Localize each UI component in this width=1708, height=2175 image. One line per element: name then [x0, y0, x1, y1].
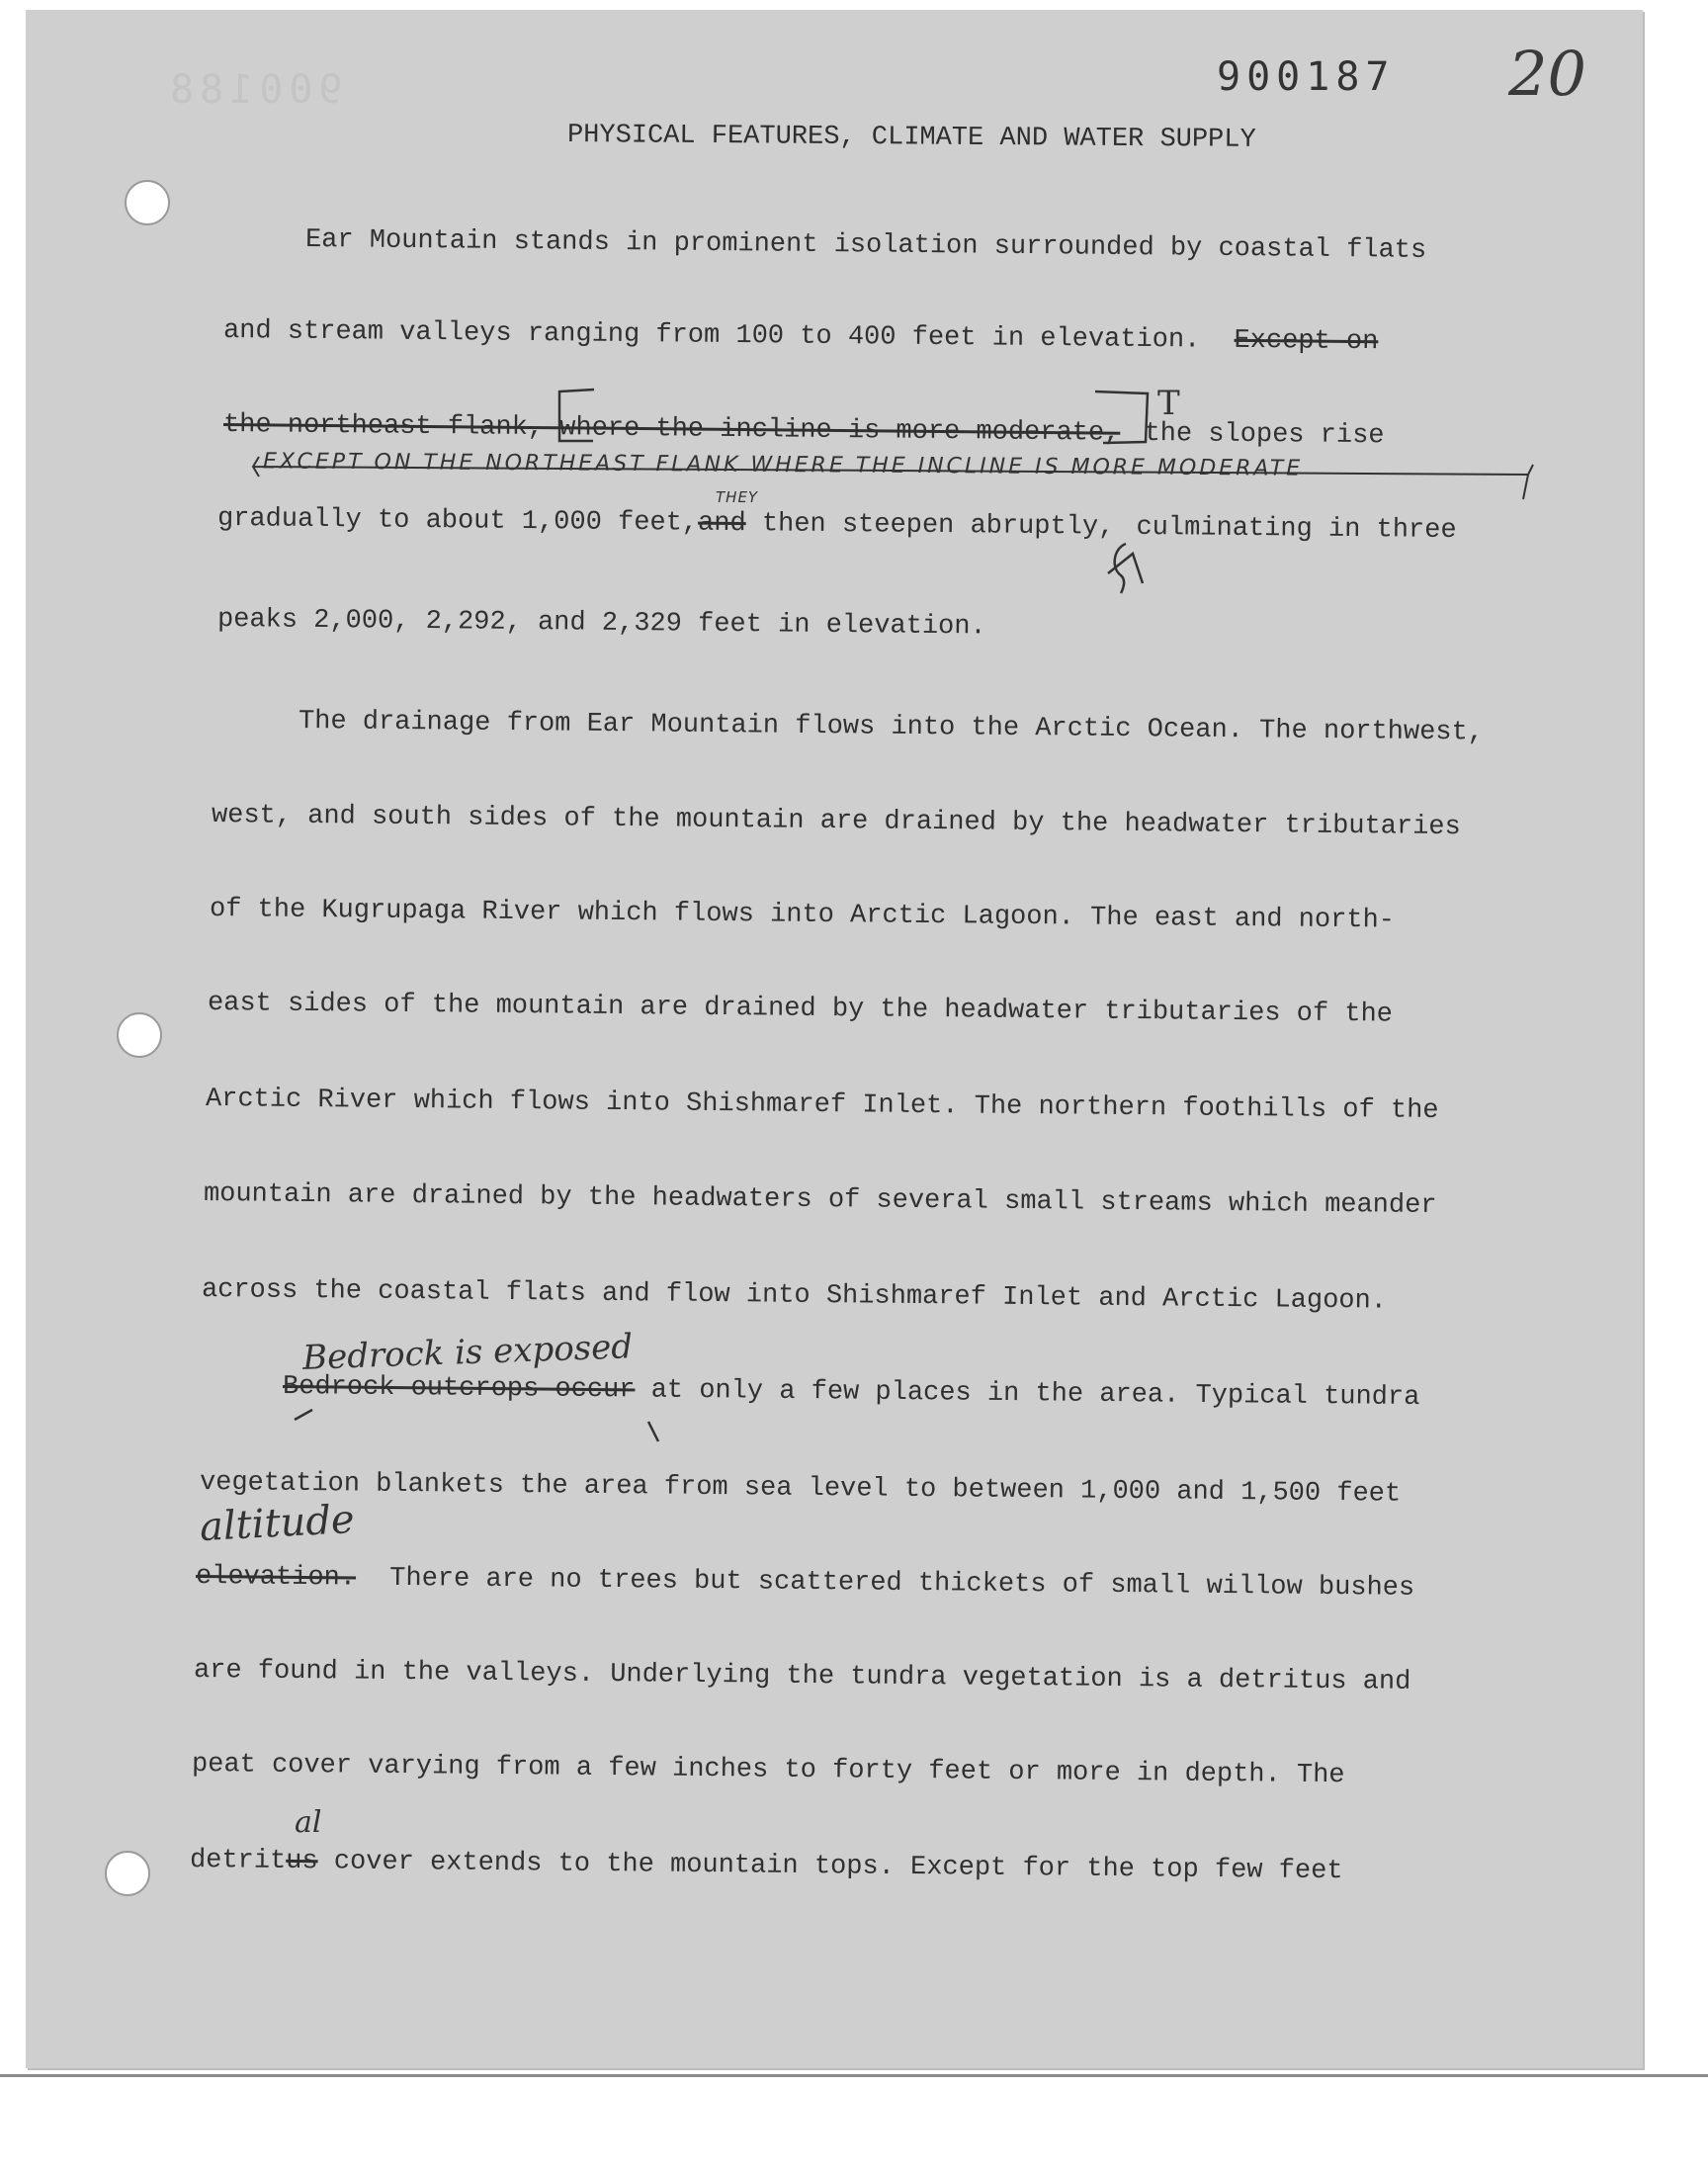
p2-line-7: across the coastal flats and flow into Shishmaref Inlet and Arctic Lagoon. — [201, 1275, 1388, 1317]
p1-line-4-part3: culminating in three — [1136, 512, 1457, 547]
p3-insert-al: al — [295, 1805, 322, 1840]
p1-line-3-struck: the northeast flank, where the incline is more moderate, — [222, 410, 1121, 449]
p1-line-4-part1: gradually to about 1,000 feet, — [216, 504, 699, 539]
p1-line-2-struck: Except on — [1234, 325, 1379, 358]
p2-line-5: Arctic River which flows into Shishmaref Inlet. The northern foothills of the — [205, 1085, 1439, 1126]
p3-line-1-struck: Bedrock outcrops occur — [282, 1372, 636, 1406]
document-number: 900187 — [1217, 54, 1396, 100]
p2-line-6: mountain are drained by the headwaters of several small streams which meander — [203, 1179, 1437, 1221]
p3-line-3-struck: elevation. — [195, 1562, 357, 1594]
p1-line-4-struck: and — [697, 508, 746, 540]
p1-line-3-text: the slopes rise — [1144, 418, 1385, 452]
p1-line-2-text: and stream valleys ranging from 100 to 400 feet in elevation. — [222, 316, 1201, 356]
p3-line-3-text: There are no trees but scattered thickets of small willow bushes — [389, 1563, 1415, 1604]
handwritten-page-number: 20 — [1508, 38, 1586, 110]
p3-line-4: are found in the valleys. Underlying the tundra vegetation is a detritus and — [193, 1656, 1411, 1697]
p3-insert-note: Bedrock is exposed — [301, 1327, 634, 1378]
p2-line-2: west, and south sides of the mountain are drained by the headwater tributaries — [211, 801, 1461, 843]
page-title: PHYSICAL FEATURES, CLIMATE AND WATER SUPPLY — [566, 121, 1256, 155]
p2-line-3: of the Kugrupaga River which flows into Arctic Lagoon. The east and north- — [209, 895, 1396, 936]
p2-line-1: The drainage from Ear Mountain flows into the Arctic Ocean. The northwest, — [298, 707, 1485, 748]
scan-edge-line — [0, 2074, 1708, 2077]
p1-line-5: peaks 2,000, 2,292, and 2,329 feet in elevation. — [216, 605, 986, 643]
p3-line-5: peat cover varying from a few inches to forty feet or more in depth. The — [191, 1750, 1345, 1791]
p1-insert-capital: T — [1157, 384, 1180, 423]
p3-line-6-b: cover extends to the mountain tops. Except for the top few feet — [333, 1847, 1343, 1887]
p3-line-2: vegetation blankets the area from sea level to between 1,000 and 1,500 feet — [199, 1468, 1402, 1510]
p3-line-6-a: detrit — [189, 1846, 287, 1876]
bleed-through-number: 900188 — [164, 67, 343, 113]
p1-insertion-note: EXCEPT ON THE NORTHEAST FLANK WHERE THE INCLINE IS MORE MODERATE — [262, 449, 1304, 481]
p1-line-1: Ear Mountain stands in prominent isolation surrounded by coastal flats — [304, 225, 1427, 266]
p2-line-4: east sides of the mountain are drained by the headwater tributaries of the — [207, 989, 1394, 1030]
p1-line-4-part2: then steepen abruptly, — [761, 509, 1115, 543]
p3-line-1-text: at only a few places in the area. Typical tundra — [650, 1375, 1420, 1414]
p1-insert-they: THEY — [716, 488, 759, 506]
p3-insert-altitude: altitude — [198, 1496, 356, 1551]
p3-line-6-struck: us — [286, 1846, 318, 1877]
document-page — [26, 10, 1643, 2068]
